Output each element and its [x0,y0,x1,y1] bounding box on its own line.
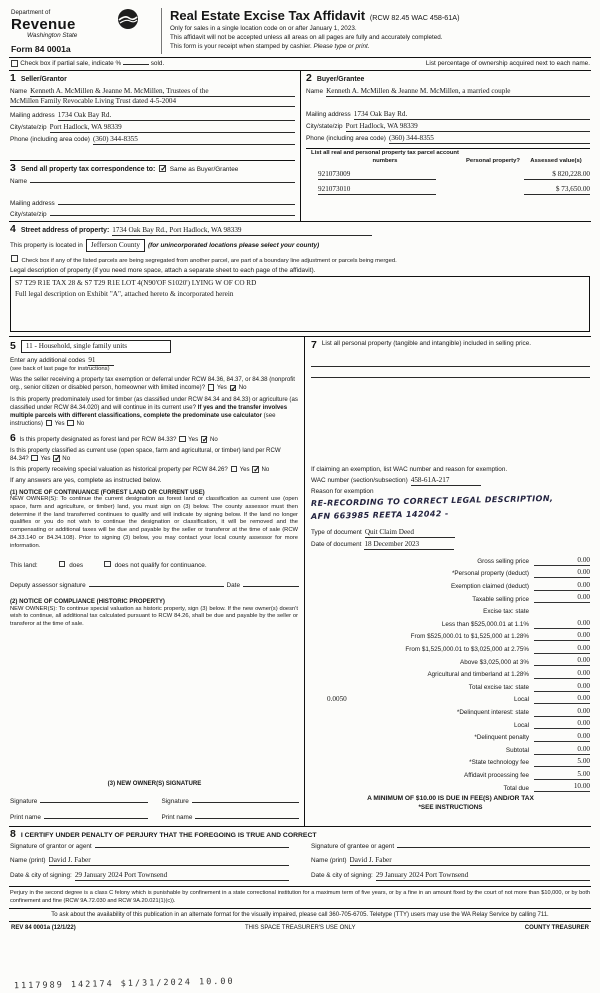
forest-no-checkbox[interactable]: ✓ [201,435,209,445]
personal-property-intro: List all personal property (tangible and intangible) included in selling price. [321,339,532,347]
parcel-number-input-2[interactable]: 921073010 [318,185,436,195]
buyer-mailing-input[interactable]: 1734 Oak Bay Rd. [354,110,590,120]
total-due-input[interactable]: 10.00 [534,782,590,792]
section-8-number: 8 [10,827,16,840]
subtotal-input[interactable]: 0.00 [534,745,590,755]
additional-codes-input[interactable]: 91 [88,356,114,366]
notice-compliance-title: (2) NOTICE OF COMPLIANCE (HISTORIC PROPERTY) [10,598,165,606]
personal-property-line-1[interactable] [311,358,590,367]
deputy-assessor-date-input[interactable] [243,586,299,587]
section-4-number: 4 [10,223,16,236]
cashier-receipt-stamp: 1117989 142174 $1/31/2024 10.00 [13,977,235,992]
grantee-date-city-input[interactable]: 29 January 2024 Port Townsend [376,871,590,881]
ownership-note: List percentage of ownership acquired next to each name. [425,60,590,68]
exemption-reason-handwriting-2[interactable]: AFN 663985 REETA 142042 - [310,509,449,522]
total-state-excise-input[interactable]: 0.00 [534,682,590,692]
same-as-buyer-label: Same as Buyer/Grantee [169,166,239,174]
delinquent-penalty-input[interactable]: 0.00 [534,732,590,742]
doc-date-label: Date of document [311,541,362,549]
legal-description-label: Legal description of property (if you need more space, attach a separate sheet to each page of the affidavit). [10,266,316,274]
seller-csz-label: City/state/zip [10,124,47,132]
correspondence-mailing-input[interactable] [58,204,295,205]
current-use-no-checkbox[interactable]: ✓ [54,454,61,464]
parties-band [9,71,591,222]
seller-csz-input[interactable]: Port Hadlock, WA 98339 [50,123,295,133]
rev-number: REV 84 0001a (12/1/22) [11,924,76,931]
header-note-1: Only for sales in a single location code on or after January 1, 2023. [170,25,357,33]
new-owner-signature-title: (3) NEW OWNER(S) SIGNATURE [107,780,202,788]
seller-name-label: Name [10,88,28,96]
title-block [161,8,591,54]
state-technology-fee-input[interactable]: 5.00 [534,757,590,767]
legal-description-box[interactable] [10,276,590,332]
dor-block [9,8,161,54]
wac-number-label: WAC number (section/subsection) [311,477,408,485]
correspondence-label: Send all property tax correspondence to: [20,166,156,174]
assessed-value-input-2[interactable]: $ 73,650.00 [524,185,590,195]
washington-state-label: Washington State [27,31,78,39]
correspondence-section [10,161,295,219]
form-footer [9,922,591,935]
grantor-date-city-label: Date & city of signing: [10,872,72,880]
parcel-row-1 [306,165,590,180]
assessed-value-input-1[interactable]: $ 820,228.00 [524,170,590,180]
buyer-section [306,73,590,149]
grantor-signature-block [10,843,289,881]
notice-continuance-body: NEW OWNER(S): To continue the current designation as forest land or classification as current use (open space, farm and agriculture, or timber) land, you must sign on (3) below. The county assessor must then determine if the land transferred continues to qualify and will indicate by signing below. If the land no longer qualifies or you do not wish to continue the designation or classification, it will be removed and the compensating or additional taxes will be due and payable by the seller or transferor at the time of sale (RCW 84.33.140 or 84.34.108). Prior to signing (3) below, you may contact your local county assessor for more information. [10,496,298,549]
timber-question: Is this property predominately used for timber (as classified under RCW 84.34 and 84.33) or agriculture (as classified under RCW 84.34.020) and will continue in its current use? If yes and the transfer involves multiple parcels with different classifications, complete the predominate use calculator (see instructions) Yes No [10,396,298,427]
buyer-name-label: Name [306,88,324,96]
unincorporated-note: (for unincorporated locations please select your county) [148,241,320,249]
historic-no-checkbox[interactable]: ✓ [253,465,260,475]
notice-continuance-title: (1) NOTICE OF CONTINUANCE (FOREST LAND OR CURRENT USE) [10,488,205,496]
seller-mailing-input[interactable]: 1734 Oak Bay Rd. [58,111,295,121]
grantor-signature-input[interactable] [95,847,289,848]
buyer-column [301,71,591,221]
legal-description-line1: S7 T29 R1E TAX 28 & S7 T29 R1E LOT 4(N90'OF S1020') LYING W OF CO RD [15,278,257,287]
seller-title: Seller/Grantor [20,76,67,84]
exemption-question: Was the seller receiving a property tax exemption or deferral under RCW 84.36, 84.37, or 84.38 (nonprofit org., senior citizen or disabled person, homeowner with limited income)? Yes ✓ No [10,376,295,393]
notice-compliance-body: NEW OWNER(S): To continue special valuation as historic property, sign (3) below. If the new owner(s) doesn't wish to continue, all additional tax calculated pursuant to RCW 84.26, shall be due and payable by the seller or transferor at the time of sale. [10,605,298,628]
timber-yes-checkbox[interactable] [46,420,53,427]
excise-tax-table: Gross selling price 0.00 *Personal property (deduct) 0.00 Exemption claimed (deduct) 0.00 Taxable selling price 0.00 Excise tax: state Less than $525,000.01 at 1.1% 0.00 From $525,000.01 to $1,525,000 at 1.28% 0.00 From $1,525,000.01 to $3,025,000 at 2.75% 0.00 Above $3,025,000 at 3% 0.00 Agricultural and timberland at 1.28% 0.00 Total excise tax: state 0.00 0.0050 Local 0.00 *Delinquent interest: state 0.00 Local 0.00 *Delinquent penalty 0.00 Subtotal 0.00 *State technology fee 5.00 Affidavit processing fee 5.00 Total due 10.00 [311,553,590,792]
details-band [9,337,591,827]
perjury-note: Perjury in the second degree is a class C felony which is punishable by confinement in a state correctional institution for a maximum term of five years, or by a fine in an amount fixed by the court of not more than $10,000, or by both confinement and fine (RCW 9A.72.030 and RCW 9A.20.021(1)(c)). [10,890,590,905]
street-address-label: Street address of property: [20,227,110,235]
correspondence-csz-input[interactable] [50,215,295,216]
does-qualify-checkbox[interactable] [59,561,66,568]
form-number: Form 84 0001a [11,43,71,54]
county-select[interactable]: Jefferson County [86,239,145,252]
header-note-2: This affidavit will not be accepted unless all areas on all pages are fully and accurately completed. [170,34,443,42]
seller-mailing-label: Mailing address [10,112,55,120]
land-use-code-select[interactable]: 11 - Household, single family units [21,340,171,353]
wac-number-input[interactable]: 458-61A-217 [411,476,481,486]
grantee-date-city-label: Date & city of signing: [311,872,373,880]
legal-description-line2: Full legal description on Exhibit "A", attached hereto & incorporated herein [15,289,234,298]
if-yes-note: If any answers are yes, complete as instructed below. [10,476,162,484]
grantor-date-city-input[interactable]: 29 January 2024 Port Townsend [75,871,289,881]
seller-section [10,73,295,161]
section-6-number: 6 [10,431,16,444]
seller-phone-input[interactable]: (360) 344-8355 [93,135,295,145]
buyer-csz-label: City/state/zip [306,123,343,131]
doc-type-label: Type of document [311,529,362,537]
new-owner-signature-input-1[interactable] [40,802,147,803]
exemption-claimed-input[interactable]: 0.00 [534,581,590,591]
form-header [9,8,591,58]
buyer-phone-label: Phone (including area code) [306,135,386,143]
tier1-tax-input[interactable]: 0.00 [534,619,590,629]
grantee-signature-input[interactable] [397,847,590,848]
correspondence-mailing-label: Mailing address [10,200,55,208]
see-instructions-note: *SEE INSTRUCTIONS [418,803,483,811]
new-owner-print-row: Print name Print name [10,814,299,822]
parcels-table [306,149,590,219]
forest-land-question: 6 Is this property designated as forest land per RCW 84.33? Yes ✓ No [10,431,218,445]
form-title: Real Estate Excise Tax Affidavit [170,8,366,23]
new-owner-signature-row: Signature Signature [10,798,299,806]
grantee-sig-label: Signature of grantee or agent [311,843,395,851]
same-as-buyer-checkbox[interactable]: ✓ [160,164,167,174]
this-land-row: This land: does does not qualify for continuance. [10,562,207,570]
personal-property-line-2[interactable] [311,367,590,378]
tier4-tax-input[interactable]: 0.00 [534,656,590,666]
correspondence-csz-label: City/state/zip [10,211,47,219]
section-7-column [305,337,591,826]
grantor-sig-label: Signature of grantor or agent [10,843,92,851]
section-1-number: 1 [10,72,16,85]
partial-percent-input[interactable] [123,64,149,65]
section-5-6-column [9,337,305,826]
grantor-print-name-input[interactable]: David J. Faber [49,856,289,866]
located-in-label: This property is located in [10,241,83,249]
buyer-mailing-label: Mailing address [306,111,351,119]
section-3-number: 3 [10,162,16,175]
buyer-title: Buyer/Grantee [316,76,365,84]
current-use-question: Is this property classified as current use (open space, farm and agricultural, or timber) land per RCW 84.34? Yes ✓ No [10,446,281,464]
doc-type-input[interactable]: Quit Claim Deed [365,528,455,538]
section-7-number: 7 [311,338,317,351]
dept-revenue-label: Revenue [11,15,76,33]
seller-phone-label: Phone (including area code) [10,136,90,144]
historic-question: Is this property receiving special valuation as historical property per RCW 84.26? Yes ✓ No [10,465,270,475]
dor-logo-icon [117,8,139,33]
grantor-name-label: Name (print) [10,857,46,865]
property-section [9,222,591,337]
seller-name-input[interactable]: Kenneth A. McMillen & Jeanne M. McMillen, Trustees of the [30,87,295,97]
exemption-yes-checkbox[interactable] [208,384,215,391]
seller-column [9,71,301,221]
current-use-yes-checkbox[interactable] [31,455,38,462]
doc-date-input[interactable]: 18 December 2023 [364,540,454,550]
agricultural-tax-input[interactable]: 0.00 [534,669,590,679]
buyer-name-input[interactable]: Kenneth A. McMillen & Jeanne M. McMillen, a married couple [326,87,590,97]
street-address-input[interactable]: 1734 Oak Bay Rd., Port Hadlock, WA 98339 [112,226,372,236]
header-note-3: This form is your receipt when stamped by cashier. Please type or print. [170,42,370,50]
delinquent-interest-state-input[interactable]: 0.00 [534,707,590,717]
forest-yes-checkbox[interactable] [179,436,186,443]
new-owner-print-name-input-1[interactable] [44,818,148,819]
section-5-number: 5 [10,340,16,353]
new-owner-signature-input-2[interactable] [192,802,299,803]
seller-name-input-line2[interactable]: McMillen Family Revocable Living Trust dated 4-5-2004 [10,97,295,107]
correspondence-name-input[interactable] [30,182,295,183]
partial-sale-row [9,58,591,71]
buyer-csz-input[interactable]: Port Hadlock, WA 98339 [346,122,590,132]
grantee-name-label: Name (print) [311,857,347,865]
additional-codes-label: Enter any additional codes [10,356,86,364]
local-rate-value[interactable]: 0.0050 [327,695,347,704]
parcels-header [306,150,590,165]
reason-for-exemption-label: Reason for exemption [311,488,374,496]
sold-label: sold. [150,60,165,68]
local-tax-input[interactable]: 0.00 [534,694,590,704]
dept-of-label: Department of [11,9,51,16]
see-back-note: (see back of last page for instructions) [10,365,110,372]
parcel-column-header: List all real and personal property tax parcel account numbers [311,150,459,164]
tier3-tax-input[interactable]: 0.00 [534,644,590,654]
timber-no-checkbox[interactable] [67,420,74,427]
parcel-number-input-1[interactable]: 921073009 [318,170,436,180]
personal-property-deduct-input[interactable]: 0.00 [534,568,590,578]
new-owner-print-name-input-2[interactable] [195,818,299,819]
buyer-phone-input[interactable]: (360) 344-8355 [389,134,590,144]
treasurer-space-label: THIS SPACE TREASURER'S USE ONLY [244,924,356,931]
grantee-signature-block [311,843,590,881]
tier2-tax-input[interactable]: 0.00 [534,631,590,641]
historic-yes-checkbox[interactable] [231,466,238,473]
gross-selling-price-input[interactable]: 0.00 [534,556,590,566]
exemption-reason-handwriting-1[interactable]: RE-RECORDING TO CORRECT LEGAL DESCRIPTION, [310,494,554,509]
personal-property-column-header: Personal property? [465,157,520,164]
parcel-row-2 [306,180,590,195]
minimum-due-note: A MINIMUM OF $10.00 IS DUE IN FEE(S) AND/OR TAX [367,795,534,803]
rcw-reference: (RCW 82.45 WAC 458-61A) [369,13,460,22]
county-treasurer-label: COUNTY TREASURER [524,924,589,931]
section-2-number: 2 [306,72,312,85]
taxable-selling-price-input[interactable]: 0.00 [534,593,590,603]
affidavit-processing-fee-input[interactable]: 5.00 [534,770,590,780]
partial-sale-checkbox[interactable] [11,60,18,67]
certify-statement: I CERTIFY UNDER PENALTY OF PERJURY THAT THE FOREGOING IS TRUE AND CORRECT [20,831,317,839]
alt-format-note: To ask about the availability of this publication in an alternate format for the visually impaired, please call 360-705-6705. Teletype (TTY) users may use the WA Relay Service by calling 711. [9,908,591,922]
segregated-checkbox[interactable] [11,255,18,262]
delinquent-interest-local-input[interactable]: 0.00 [534,719,590,729]
grantee-print-name-input[interactable]: David J. Faber [350,856,590,866]
does-not-qualify-checkbox[interactable] [104,561,111,568]
exemption-note: If claiming an exemption, list WAC number and reason for exemption. [311,466,508,474]
assessed-value-column-header: Assessed value(s) [530,157,582,164]
exemption-no-checkbox[interactable]: ✓ [230,383,238,393]
segregated-label: Check box if any of the listed parcels are being segregated from another parcel, are part of a boundary line adjustment or parcels being merged. [21,257,397,264]
deputy-assessor-signature-input[interactable] [89,586,224,587]
correspondence-name-label: Name [10,178,28,186]
deputy-assessor-row: Deputy assessor signature Date [10,582,299,590]
certification-section [9,827,591,887]
partial-sale-label: Check box if partial sale, indicate % [20,60,122,68]
